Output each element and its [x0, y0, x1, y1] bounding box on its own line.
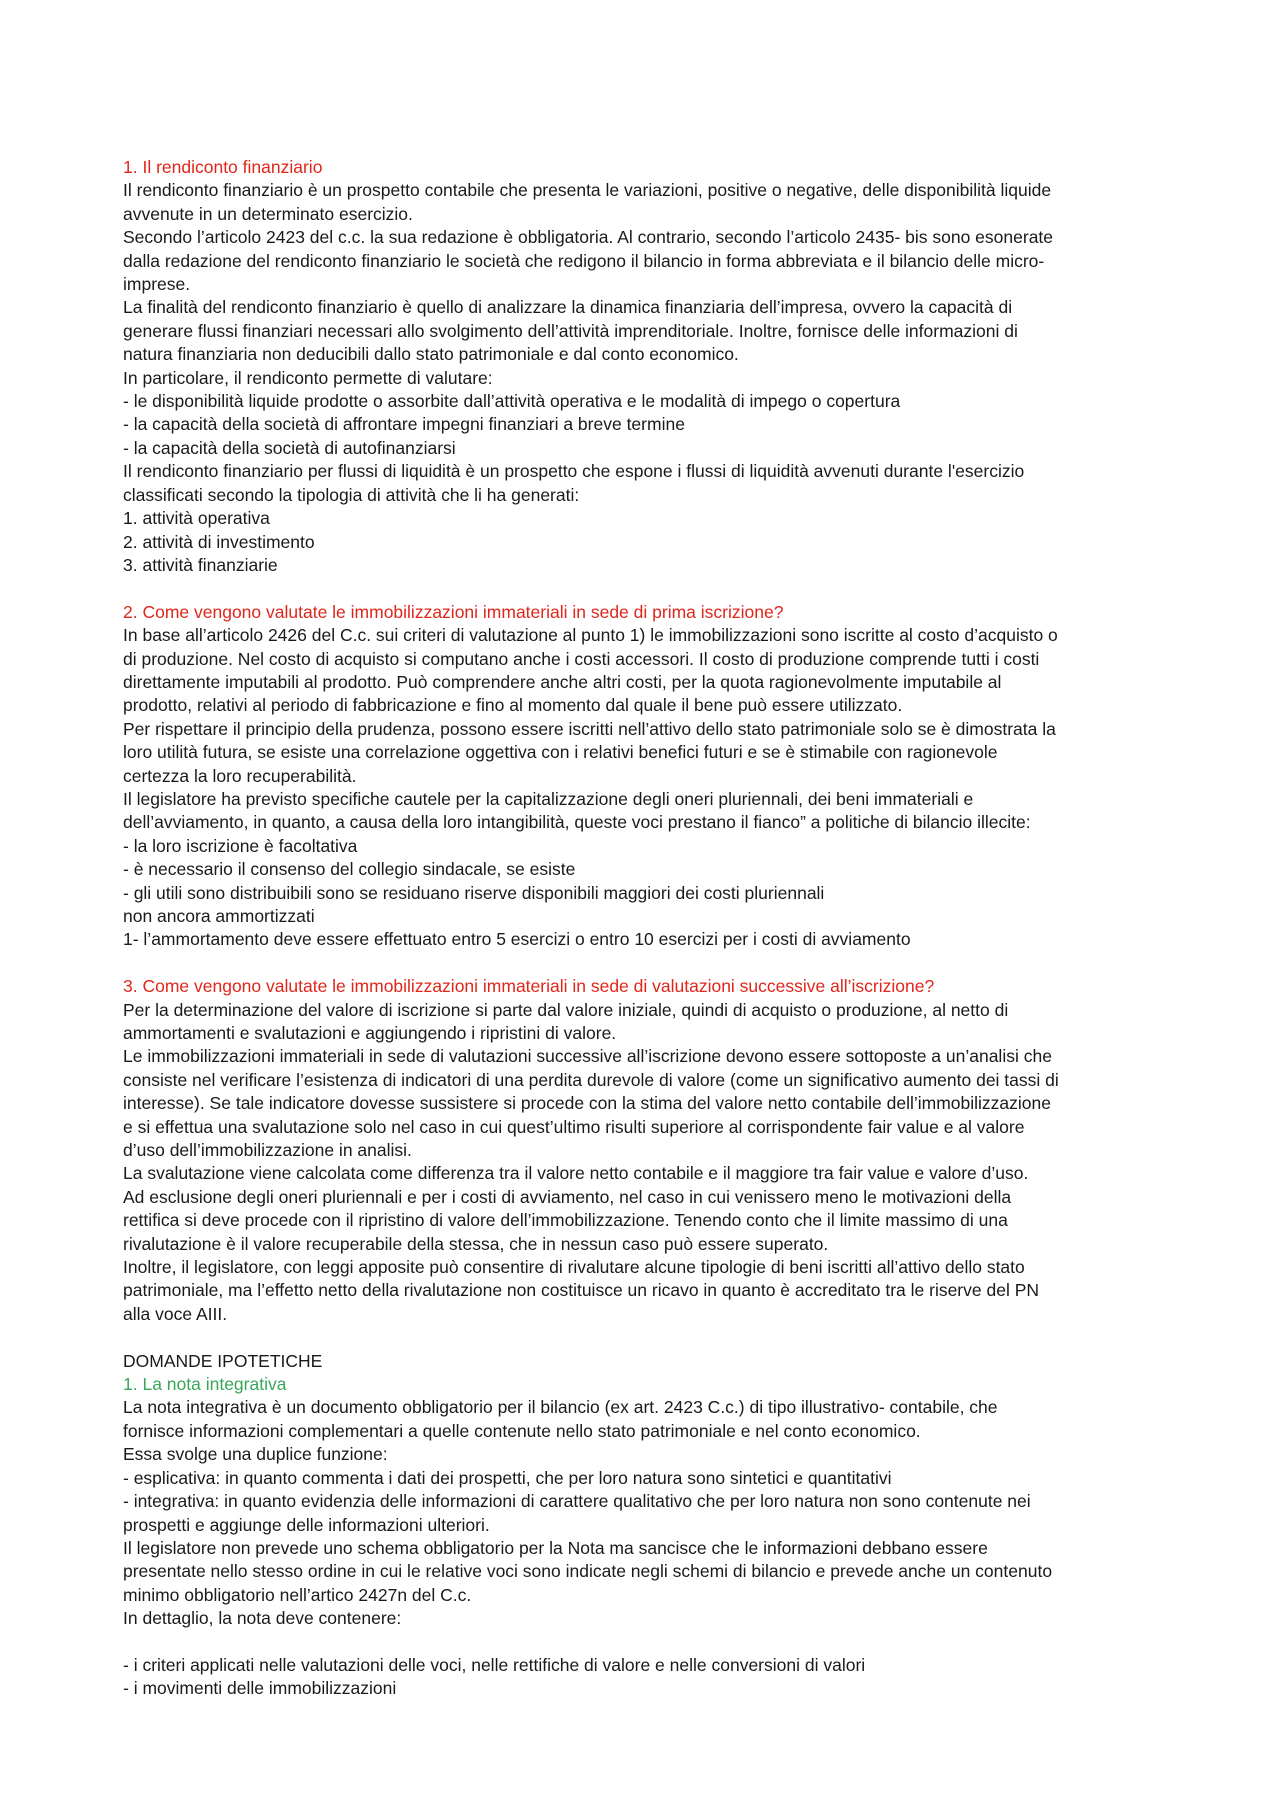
- text-line: 2. attività di investimento: [123, 531, 315, 552]
- text-line: - la loro iscrizione è facoltativa: [123, 835, 358, 856]
- text-line: rettifica si deve procede con il ripristino di valore dell’immobilizzazione. Tenendo conto che il limite massimo di una: [123, 1210, 1008, 1231]
- text-line: Per la determinazione del valore di iscrizione si parte dal valore iniziale, quindi di acquisto o produzione, al netto di: [123, 999, 1009, 1020]
- text-line: - è necessario il consenso del collegio sindacale, se esiste: [123, 859, 576, 880]
- text-line: 1. Il rendiconto finanziario: [123, 157, 323, 177]
- text-line: patrimoniale, ma l’effetto netto della rivalutazione non costituisce un ricavo in quanto è accreditato tra le riserve del PN: [123, 1280, 1040, 1301]
- paragraph: [123, 999, 1173, 1327]
- text-line: - i movimenti delle immobilizzazioni: [123, 1678, 397, 1699]
- paragraph: [123, 624, 1173, 952]
- text-line: interesse). Se tale indicatore dovesse sussistere si procede con la stima del valore netto contabile dell’immobilizzazione: [123, 1093, 1051, 1114]
- text-line: La svalutazione viene calcolata come differenza tra il valore netto contabile e il maggiore tra fair value e valore d’uso.: [123, 1163, 1029, 1184]
- text-line: certezza la loro recuperabilità.: [123, 765, 357, 786]
- text-line: In dettaglio, la nota deve contenere:: [123, 1608, 402, 1629]
- text-line: prodotto, relativi al periodo di fabbricazione e fino al momento dal quale il bene può essere utilizzato.: [123, 695, 903, 716]
- text-line: Le immobilizzazioni immateriali in sede di valutazioni successive all’iscrizione devono essere sottoposte a un’analisi che: [123, 1046, 1052, 1067]
- text-line: 1. La nota integrativa: [123, 1374, 287, 1395]
- text-line: fornisce informazioni complementari a quelle contenute nello stato patrimoniale e nel conto economico.: [123, 1420, 921, 1441]
- paragraph-spacer: [123, 952, 1173, 975]
- text-line: prospetti e aggiunge delle informazioni ulteriori.: [123, 1514, 490, 1535]
- text-line: Il rendiconto finanziario per flussi di liquidità è un prospetto che espone i flussi di liquidità avvenuti durante l'esercizio: [123, 461, 1025, 482]
- text-line: classificati secondo la tipologia di attività che li ha generati:: [123, 484, 580, 505]
- section-heading: [123, 601, 1173, 624]
- section-heading: [123, 156, 1173, 179]
- text-line: presentate nello stesso ordine in cui le relative voci sono indicate negli schemi di bilancio e prevede anche un contenuto: [123, 1561, 1053, 1582]
- text-line: Inoltre, il legislatore, con leggi apposite può consentire di rivalutare alcune tipologie di beni iscritti all’attivo dello stato: [123, 1257, 1025, 1278]
- text-line: di produzione. Nel costo di acquisto si computano anche i costi accessori. Il costo di produzione comprende tutti i costi: [123, 648, 1040, 669]
- text-line: alla voce AIII.: [123, 1303, 228, 1324]
- text-line: - la capacità della società di affrontare impegni finanziari a breve termine: [123, 414, 685, 435]
- text-line: 1. attività operativa: [123, 508, 270, 529]
- text-line: ammortamenti e svalutazioni e aggiungendo i ripristini di valore.: [123, 1023, 617, 1043]
- text-line: direttamente imputabili al prodotto. Può comprendere anche altri costi, per la quota ragionevolmente imputabile al: [123, 671, 1002, 692]
- text-line: - gli utili sono distribuibili sono se residuano riserve disponibili maggiori dei costi pluriennali: [123, 882, 825, 903]
- text-line: 2. Come vengono valutate le immobilizzazioni immateriali in sede di prima iscrizione?: [123, 601, 784, 622]
- text-line: Essa svolge una duplice funzione:: [123, 1444, 388, 1465]
- paragraph-spacer: [123, 1326, 1173, 1349]
- text-line: Il rendiconto finanziario è un prospetto contabile che presenta le variazioni, positive o negative, delle disponibilità liquide: [123, 180, 1052, 201]
- text-line: In base all’articolo 2426 del C.c. sui criteri di valutazione al punto 1) le immobilizzazioni sono iscritte al costo d’acquisto o: [123, 625, 1058, 646]
- text-line: - la capacità della società di autofinanziarsi: [123, 437, 456, 458]
- text-line: Secondo l’articolo 2423 del c.c. la sua redazione è obbligatoria. Al contrario, secondo l’articolo 2435- bis sono esonerate: [123, 227, 1054, 248]
- text-line: rivalutazione è il valore recuperabile della stessa, che in nessun caso può essere superato.: [123, 1233, 829, 1254]
- section-heading: [123, 975, 1173, 998]
- text-line: 3. attività finanziarie: [123, 554, 278, 575]
- text-line: In particolare, il rendiconto permette di valutare:: [123, 367, 493, 388]
- text-line: Il legislatore ha previsto specifiche cautele per la capitalizzazione degli oneri pluriennali, dei beni immateriali e: [123, 788, 974, 809]
- text-line: - esplicativa: in quanto commenta i dati dei prospetti, che per loro natura sono sintetici e quantitativi: [123, 1467, 892, 1488]
- paragraph-spacer: [123, 577, 1173, 600]
- section-heading: [123, 1373, 1173, 1396]
- text-line: dalla redazione del rendiconto finanziario le società che redigono il bilancio in forma abbreviata e il bilancio delle micro-: [123, 250, 1045, 271]
- text-line: loro utilità futura, se esiste una correlazione oggettiva con i relativi benefici futuri e se è stimabile con ragionevole: [123, 742, 998, 763]
- paragraph: [123, 179, 1173, 577]
- text-line: 1- l’ammortamento deve essere effettuato entro 5 esercizi o entro 10 esercizi per i costi di avviamento: [123, 929, 911, 950]
- text-line: dell’avviamento, in quanto, a causa della loro intangibilità, queste voci prestano il fianco” a politiche di bilancio illecite:: [123, 812, 1031, 833]
- text-line: - le disponibilità liquide prodotte o assorbite dall’attività operativa e le modalità di impego o copertura: [123, 391, 901, 412]
- text-line: La nota integrativa è un documento obbligatorio per il bilancio (ex art. 2423 C.c.) di tipo illustrativo- contabile, che: [123, 1397, 998, 1418]
- paragraph: [123, 1396, 1173, 1630]
- paragraph: [123, 1654, 1173, 1701]
- text-line: generare flussi finanziari necessari allo svolgimento dell’attività imprenditoriale. Inoltre, fornisce delle informazioni di: [123, 320, 1018, 341]
- text-line: - integrativa: in quanto evidenzia delle informazioni di carattere qualitativo che per loro natura non sono contenute nei: [123, 1491, 1031, 1512]
- text-line: imprese.: [123, 274, 191, 295]
- text-line: non ancora ammortizzati: [123, 905, 315, 926]
- text-line: e si effettua una svalutazione solo nel caso in cui quest’ultimo risulti superiore al corrispondente fair value e al valore: [123, 1116, 1025, 1137]
- text-line: Ad esclusione degli oneri pluriennali e per i costi di avviamento, nel caso in cui venissero meno le motivazioni della: [123, 1186, 1012, 1207]
- text-line: Per rispettare il principio della prudenza, possono essere iscritti nell’attivo dello stato patrimoniale solo se è dimostrata la: [123, 718, 1056, 739]
- text-line: - i criteri applicati nelle valutazioni delle voci, nelle rettifiche di valore e nelle conversioni di valori: [123, 1654, 866, 1675]
- text-line: avvenute in un determinato esercizio.: [123, 203, 413, 224]
- document-page: [123, 156, 1173, 1701]
- text-line: 3. Come vengono valutate le immobilizzazioni immateriali in sede di valutazioni successive all’iscrizione?: [123, 976, 935, 997]
- paragraph: [123, 1350, 1173, 1373]
- text-line: d’uso dell’immobilizzazione in analisi.: [123, 1140, 412, 1161]
- text-line: DOMANDE IPOTETICHE: [123, 1350, 323, 1371]
- text-line: consiste nel verificare l’esistenza di indicatori di una perdita durevole di valore (come un significativo aumento dei tassi di: [123, 1069, 1059, 1090]
- text-line: minimo obbligatorio nell’artico 2427n del C.c.: [123, 1584, 472, 1605]
- text-line: natura finanziaria non deducibili dallo stato patrimoniale e dal conto economico.: [123, 344, 739, 365]
- paragraph-spacer: [123, 1631, 1173, 1654]
- text-line: La finalità del rendiconto finanziario è quello di analizzare la dinamica finanziaria dell’impresa, ovvero la capacità di: [123, 297, 1013, 318]
- text-line: Il legislatore non prevede uno schema obbligatorio per la Nota ma sancisce che le informazioni debbano essere: [123, 1537, 988, 1558]
